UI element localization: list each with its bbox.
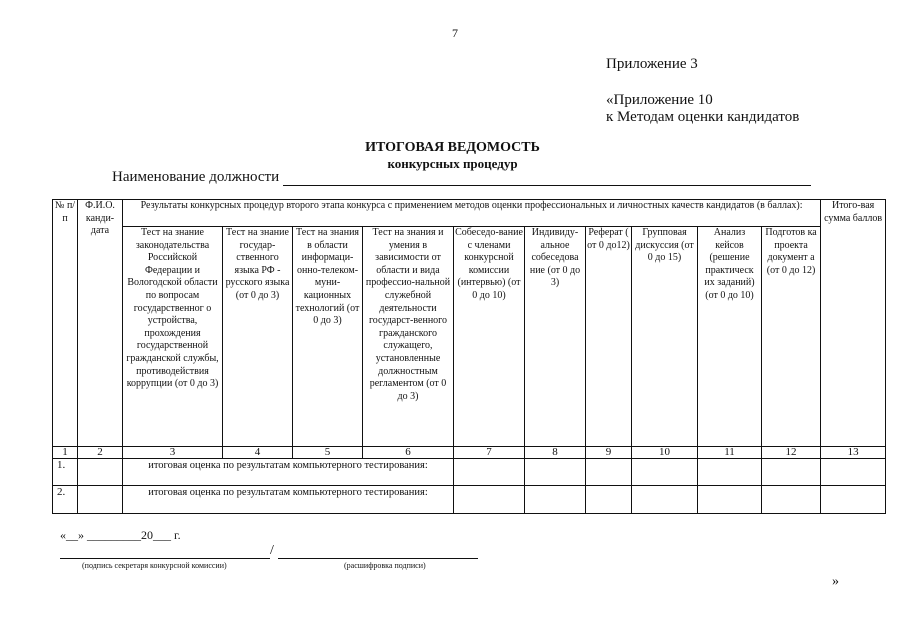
row-number: 2.: [53, 486, 78, 514]
empty-cell: [821, 486, 886, 514]
subheader-essay: Реферат ( от 0 до12): [586, 227, 632, 447]
subheader-law-test: Тест на знание законодательства Российской Федерации и Вологодской области по вопросам государственног о устройства, прохождения государственной гражданской службы, противодействия коррупции (от 0 до 3): [123, 227, 223, 447]
signature-slash: /: [270, 543, 274, 558]
position-name-label: Наименование должности: [112, 169, 280, 185]
column-number: 4: [223, 447, 293, 459]
subheader-commission-interview: Собеседо-вание с членами конкурсной комиссии (интервью) (от 0 до 10): [454, 227, 525, 447]
column-number: 9: [586, 447, 632, 459]
empty-cell: [698, 486, 762, 514]
appendix-reference: [606, 92, 799, 126]
empty-cell: [632, 486, 698, 514]
position-name-field: [112, 169, 811, 186]
empty-cell: [698, 459, 762, 486]
empty-cell: [78, 486, 123, 514]
empty-cell: [586, 459, 632, 486]
subheader-language-test: Тест на знание государ-ственного языка РФ - русского языка (от 0 до 3): [223, 227, 293, 447]
subheader-document-draft: Подготов ка проекта документ а (от 0 до 12): [762, 227, 821, 447]
empty-cell: [762, 486, 821, 514]
row-number: 1.: [53, 459, 78, 486]
table-row: [53, 486, 886, 514]
date-line: «__» _________20___ г.: [60, 528, 181, 542]
signature-transcript-caption: (расшифровка подписи): [344, 561, 426, 570]
empty-cell: [762, 459, 821, 486]
signature-line: [60, 558, 270, 559]
results-table: [52, 199, 886, 514]
empty-cell: [454, 459, 525, 486]
column-number: 11: [698, 447, 762, 459]
column-number: 12: [762, 447, 821, 459]
closing-quote: »: [832, 574, 839, 589]
appendix-number: Приложение 3: [606, 56, 698, 72]
column-number: 13: [821, 447, 886, 459]
subheader-individual-interview: Индивиду-альное собеседова ние (от 0 до 3): [525, 227, 586, 447]
empty-cell: [454, 486, 525, 514]
header-number: № п/п: [53, 200, 78, 447]
row-label: итоговая оценка по результатам компьютерного тестирования:: [123, 486, 454, 514]
header-fio: Ф.И.О. канди-дата: [78, 200, 123, 447]
subheader-case-analysis: Анализ кейсов (решение практическ их заданий) (от 0 до 10): [698, 227, 762, 447]
empty-cell: [632, 459, 698, 486]
column-number: 8: [525, 447, 586, 459]
signature-caption: (подпись секретаря конкурсной комиссии): [82, 561, 227, 570]
document-subtitle: конкурсных процедур: [387, 156, 518, 171]
empty-cell: [525, 486, 586, 514]
appendix-reference-line2: к Методам оценки кандидатов: [606, 109, 800, 125]
header-results: Результаты конкурсных процедур второго этапа конкурса с применением методов оценки профессиональных и личностных качеств кандидатов (в баллах):: [123, 200, 821, 227]
page-number: 7: [452, 26, 458, 40]
column-number: 5: [293, 447, 363, 459]
empty-cell: [525, 459, 586, 486]
appendix-reference-line1: «Приложение 10: [606, 92, 713, 108]
position-name-blank: [283, 170, 811, 186]
signature-transcript-line: [278, 558, 478, 559]
column-number: 2: [78, 447, 123, 459]
empty-cell: [821, 459, 886, 486]
table-row: [53, 459, 886, 486]
subheader-professional-test: Тест на знания и умения в зависимости от области и вида профессио-нальной служебной деятельности государст-венного гражданского служащего, установленные должностным регламентом (от 0 до 3): [363, 227, 454, 447]
subheader-ict-test: Тест на знания в области информаци-онно-телеком-муни-кационных технологий (от 0 до 3): [293, 227, 363, 447]
empty-cell: [78, 459, 123, 486]
header-total: Итого-вая сумма баллов: [821, 200, 886, 447]
column-number: 7: [454, 447, 525, 459]
empty-cell: [586, 486, 632, 514]
document-title: ИТОГОВАЯ ВЕДОМОСТЬ: [365, 140, 540, 155]
row-label: итоговая оценка по результатам компьютерного тестирования:: [123, 459, 454, 486]
column-number: 3: [123, 447, 223, 459]
column-number: 1: [53, 447, 78, 459]
column-number: 10: [632, 447, 698, 459]
subheader-group-discussion: Групповая дискуссия (от 0 до 15): [632, 227, 698, 447]
column-number: 6: [363, 447, 454, 459]
